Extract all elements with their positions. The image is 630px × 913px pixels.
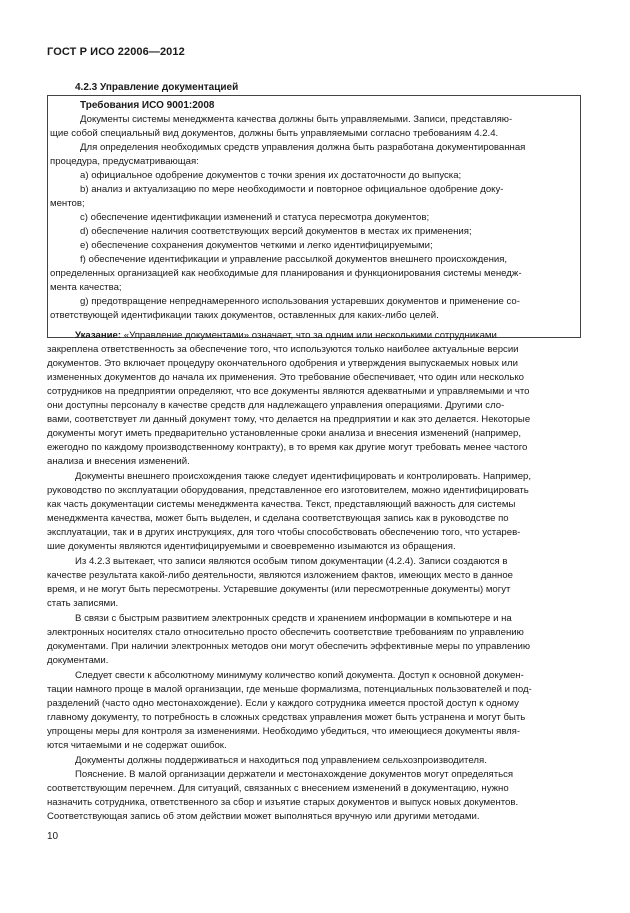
requirement-line: процедура, предусматривающая:	[50, 156, 199, 167]
requirement-line: Для определения необходимых средств управления должна быть разработана документированная	[80, 142, 526, 153]
requirement-line: f) обеспечение идентификации и управление рассылкой документов внешнего происхождения,	[80, 254, 508, 265]
body-line: документами. При наличии электронных методов они могут обеспечить эффективные меры по управлению	[47, 641, 531, 652]
section-title: 4.2.3 Управление документацией	[75, 82, 239, 93]
body-line: эксплуатации, так и в других инструкциях, для того чтобы способствовать обеспечению того, что устарев-	[47, 527, 521, 538]
body-line: Пояснение. В малой организации держатели и местонахождение документов могут определяться	[75, 769, 514, 780]
requirement-line: e) обеспечение сохранения документов четкими и легко идентифицируемыми;	[80, 240, 433, 251]
requirement-line: щие собой специальный вид документов, должны быть управляемыми согласно требованиям 4.2.4.	[50, 128, 499, 139]
body-line: анализа и внесения изменений.	[47, 456, 190, 467]
body-line: тации намного проще в малой организации, где меньше формализма, потенциальных пользователей и под-	[47, 684, 532, 695]
body-line: В связи с быстрым развитием электронных средств и хранением информации в компьютере и на	[75, 613, 512, 624]
requirement-line: определенных организацией как необходимые для планирования и функционирования системы менедж-	[50, 268, 522, 279]
body-line: документами.	[47, 655, 109, 666]
note-first-line	[75, 329, 497, 343]
body-line: электронных носителях стало относительно просто обеспечить соответствие требованиям по управлению	[47, 627, 524, 638]
body-line: время, и не могут быть пересмотрены. Устаревшие документы (или пересмотренные документы) могут	[47, 584, 511, 595]
body-line: Документы должны поддерживаться и находиться под управлением сельхозпроизводителя.	[75, 755, 487, 766]
requirements-title: Требования ИСО 9001:2008	[80, 100, 215, 111]
body-line: они доступны персоналу в качестве средств для надлежащего управления операциями. Другими сло-	[47, 400, 505, 411]
requirement-line: a) официальное одобрение документов с точки зрения их достаточности до выпуска;	[80, 170, 462, 181]
note-text: «Управление документами» означает, что за одним или несколькими сотрудниками	[121, 330, 497, 341]
body-line: сотрудников на предприятии определяют, что все документы являются адекватными и управляемыми и что	[47, 386, 530, 397]
note-label: Указание:	[75, 330, 122, 341]
requirement-line: d) обеспечение наличия соответствующих версий документов в местах их применения;	[80, 226, 472, 237]
body-line: как часть документации системы менеджмента качества. Текст, представляющий важность для системы	[47, 499, 516, 510]
requirement-line: ментов;	[50, 198, 85, 209]
body-line: шие документы являются идентифицируемыми и своевременно изымаются из обращения.	[47, 541, 456, 552]
body-line: качестве результата какой-либо деятельности, являются изложением фактов, имеющих место в данное	[47, 570, 514, 581]
body-line: назначить сотрудника, ответственного за сбор и изъятие старых документов и выпуск новых документов.	[47, 797, 519, 808]
body-line: руководство по эксплуатации оборудования, представленное его изготовителем, можно идентифицировать	[47, 485, 529, 496]
body-line: документы могут иметь предварительно установленные сроки анализа и внесения изменений (например,	[47, 428, 522, 439]
body-line: главному документу, то потребность в сложных средствах управления может быть устранена и могут быть	[47, 712, 526, 723]
requirement-line: ответствующей идентификации таких документов, оставленных для каких-либо целей.	[50, 310, 439, 321]
body-line: разделений (часто одно местонахождение). Если у каждого сотрудника имеется простой доступ к одному	[47, 698, 519, 709]
body-line: измененных документов до начала их применения. Это требование обеспечивает, что один или несколько	[47, 372, 525, 383]
requirement-line: Документы системы менеджмента качества должны быть управляемыми. Записи, представляю-	[80, 114, 513, 125]
body-line: ются читаемыми и не содержат ошибок.	[47, 740, 227, 751]
requirement-line: g) предотвращение непреднамеренного использования устаревших документов и применение со-	[80, 296, 520, 307]
body-line: Документы внешнего происхождения также следует идентифицировать и контролировать. Например,	[75, 471, 532, 482]
requirement-line: c) обеспечение идентификации изменений и статуса пересмотра документов;	[80, 212, 430, 223]
page-number: 10	[47, 831, 59, 842]
body-line: стать записями.	[47, 598, 119, 609]
body-line: соответствующим перечнем. Для ситуаций, связанных с внесением изменений в документацию, нужно	[47, 783, 509, 794]
body-line: вами, соответствует ли данный документ тому, что делается на предприятии и как это делается. Некоторые	[47, 414, 531, 425]
body-line: Из 4.2.3 вытекает, что записи являются особым типом документации (4.2.4). Записи создаются в	[75, 556, 508, 567]
body-line: Следует свести к абсолютному минимуму количество копий документа. Доступ к основной докумен-	[75, 670, 524, 681]
body-line: упрощены меры для контроля за изменениями. Необходимо убедиться, что имеющиеся документы явля-	[47, 726, 521, 737]
body-line: документов. Это включает процедуру окончательного одобрения и утверждения выпускаемых новых или	[47, 358, 518, 369]
requirement-line: мента качества;	[50, 282, 122, 293]
requirement-line: b) анализ и актуализацию по мере необходимости и повторное официальное одобрение доку-	[80, 184, 504, 195]
document-header: ГОСТ Р ИСО 22006—2012	[47, 46, 185, 58]
body-line: закреплена ответственность за обеспечение того, что используются только наиболее актуальные версии	[47, 344, 519, 355]
body-line: менеджмента качества, может быть выделен, и сделана соответствующая запись как в руководстве по	[47, 513, 509, 524]
body-line: Соответствующая запись об этом действии может выполняться вручную или другими методами.	[47, 811, 480, 822]
body-line: ежегодно по каждому производственному контракту), в то время как другие могут требовать менее частого	[47, 442, 528, 453]
